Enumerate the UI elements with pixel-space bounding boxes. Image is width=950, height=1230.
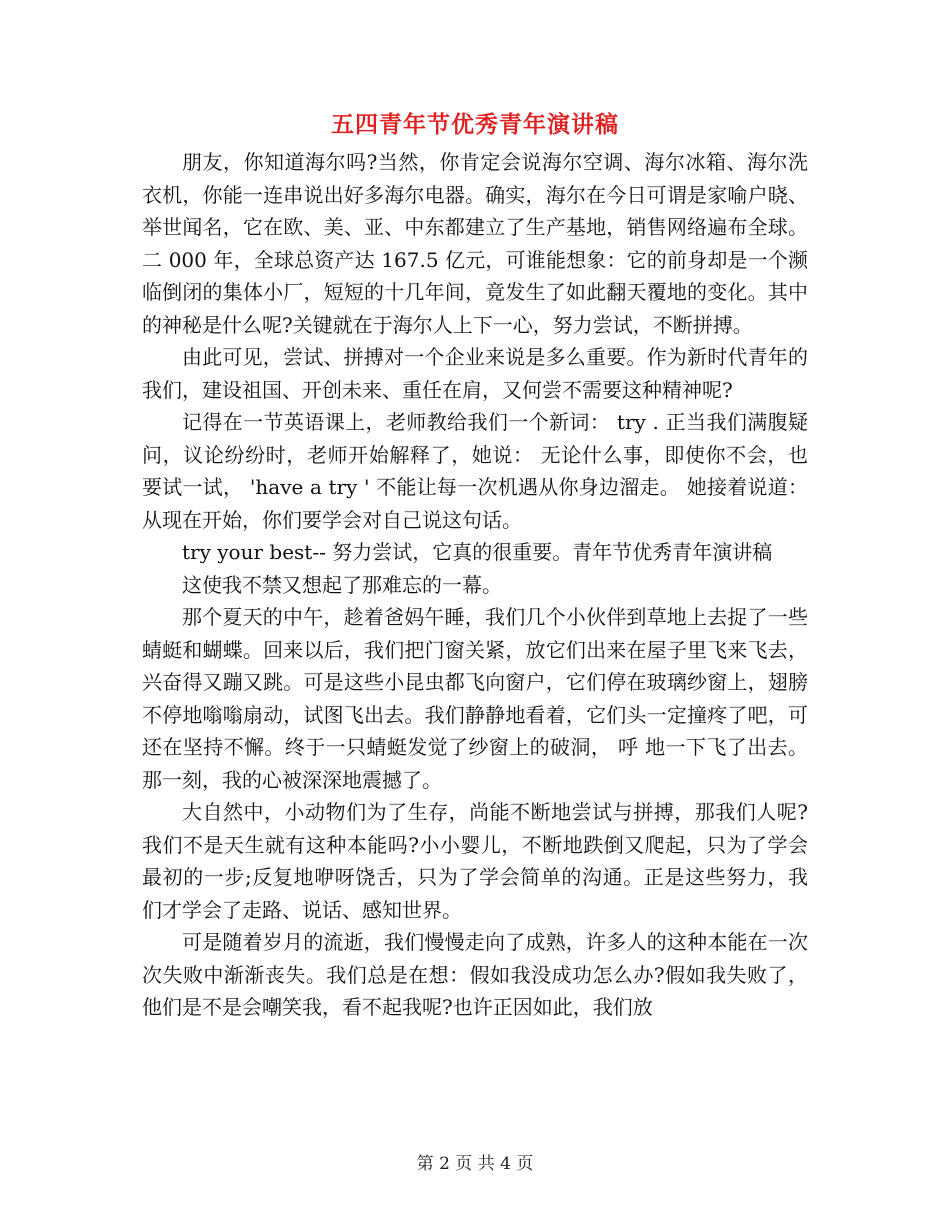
- paragraph: 由此可见，尝试、拼搏对一个企业来说是多么重要。作为新时代青年的我们，建设祖国、开创未来、重任在肩，又何尝不需要这种精神呢?: [142, 345, 808, 402]
- document-body: [142, 146, 808, 1024]
- paragraph: 可是随着岁月的流逝，我们慢慢走向了成熟，许多人的这种本能在一次次失败中渐渐丧失。我们总是在想：假如我没成功怎么办?假如我失败了，他们是不是会嘲笑我，看不起我呢?也许正因如此，我们放: [142, 930, 808, 1019]
- paragraph: try your best-- 努力尝试，它真的很重要。青年节优秀青年演讲稿: [182, 540, 773, 564]
- paragraph: 这使我不禁又想起了那难忘的一幕。: [182, 572, 502, 597]
- paragraph: 朋友，你知道海尔吗?当然，你肯定会说海尔空调、海尔冰箱、海尔洗衣机，你能一连串说出好多海尔电器。确实，海尔在今日可谓是家喻户晓、举世闻名，它在欧、美、亚、中东都建立了生产基地，销售网络遍布全球。二 000 年，全球总资产达 167.5 亿元，可谁能想象：它的前身却是一个濒临倒闭的集体小厂，短短的十几年间，竟发生了如此翻天覆地的变化。其中的神秘是什么呢?关键就在于海尔人上下一心，努力尝试，不断拼搏。: [142, 150, 808, 337]
- paragraph: 记得在一节英语课上，老师教给我们一个新词： try . 正当我们满腹疑问，议论纷纷时，老师开始解释了，她说： 无论什么事，即使你不会，也要试一试， 'have a try ' 不能让每一次机遇从你身边溜走。 她接着说道： 从现在开始，你们要学会对自己说这句话。: [142, 410, 808, 532]
- page-number: 第 2 页 共 4 页: [416, 1154, 534, 1174]
- paragraph: 大自然中，小动物们为了生存，尚能不断地尝试与拼搏，那我们人呢?我们不是天生就有这种本能吗?小小婴儿，不断地跌倒又爬起，只为了学会最初的一步;反复地咿呀饶舌，只为了学会简单的沟通。正是这些努力，我们才学会了走路、说话、感知世界。: [142, 800, 808, 922]
- paragraph: 那个夏天的中午，趁着爸妈午睡，我们几个小伙伴到草地上去捉了一些蜻蜓和蝴蝶。回来以后，我们把门窗关紧，放它们出来在屋子里飞来飞去，兴奋得又蹦又跳。可是这些小昆虫都飞向窗户，它们停在玻璃纱窗上，翅膀不停地嗡嗡扇动，试图飞出去。我们静静地看着，它们头一定撞疼了吧，可还在坚持不懈。终于一只蜻蜓发觉了纱窗上的破洞， 呼 地一下飞了出去。那一刻，我的心被深深地震撼了。: [142, 605, 808, 792]
- document-title: 五四青年节优秀青年演讲稿: [331, 111, 619, 138]
